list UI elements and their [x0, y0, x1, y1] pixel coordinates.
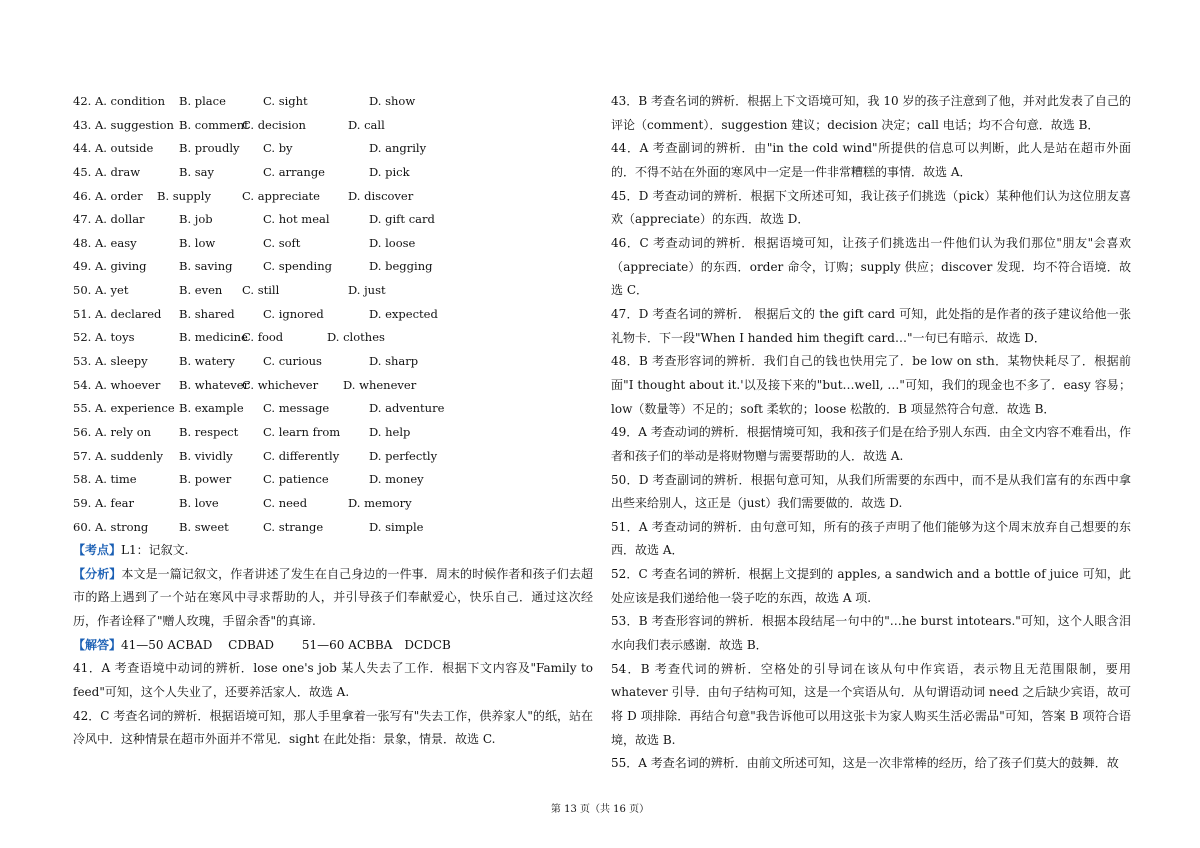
option-b: B. job [179, 212, 213, 227]
option-a: 54. A. whoever [73, 377, 161, 392]
option-a: 48. A. easy [73, 235, 137, 250]
option-a: 49. A. giving [73, 259, 147, 274]
answer-paragraph: 50．D 考查副词的辨析．根据句意可知，从我们所需要的东西中，而不是从我们富有的东西中拿出些来给别人，这正是（just）我们需要做的．故选 D. [611, 472, 1131, 511]
option-b: B. whatever [179, 377, 250, 392]
option-row [73, 492, 593, 516]
answer-paragraph: 47．D 考查名词的辨析． 根据后文的 the gift card 可知，此处指的是作者的孩子建议给他一张礼物卡．下一段"When I handed him thegift card…"一句已有暗示．故选 D． [611, 306, 1131, 345]
option-d: D. memory [348, 495, 412, 510]
option-b: B. low [179, 235, 216, 250]
kaodian-tag: 【考点】 [73, 543, 122, 558]
left-column [73, 90, 593, 752]
option-a: 50. A. yet [73, 283, 129, 298]
answer-paragraph: 49．A 考查动词的辨析．根据情境可知，我和孩子们是在给予别人东西．由全文内容不难看出，作者和孩子们的举动是将财物赠与需要帮助的人．故选 A. [611, 425, 1131, 463]
option-row [73, 468, 593, 492]
option-d: D. gift card [369, 212, 435, 227]
answer-paragraph: 51．A 考查动词的辨析．由句意可知，所有的孩子声明了他们能够为这个周末放弃自己想要的东西．故选 A． [611, 519, 1131, 558]
option-c: C. patience [263, 472, 329, 487]
option-c: C. differently [263, 448, 340, 463]
option-a: 57. A. suddenly [73, 448, 163, 463]
option-row [73, 161, 593, 185]
option-row [73, 350, 593, 374]
option-d: D. money [369, 472, 424, 487]
option-d: D. clothes [327, 330, 385, 345]
option-row [73, 208, 593, 232]
option-c: C. need [263, 495, 308, 510]
option-c: C. message [263, 401, 330, 416]
jieda-tag: 【解答】 [73, 637, 122, 652]
option-d: D. sharp [369, 354, 419, 369]
option-b: B. saving [179, 259, 233, 274]
option-b: B. proudly [179, 141, 240, 156]
option-b: B. love [179, 495, 219, 510]
option-c: C. by [263, 141, 293, 156]
option-d: D. help [369, 424, 411, 439]
option-a: 59. A. fear [73, 495, 134, 510]
answer-paragraph: 44．A 考查副词的辨析．由"in the cold wind"所提供的信息可以判断，此人是站在超市外面的．不得不站在外面的寒风中一定是一件非常糟糕的事情．故选 A． [611, 141, 1131, 179]
option-c: C. spending [263, 259, 332, 274]
kaodian-section [73, 539, 593, 563]
option-row [73, 303, 593, 327]
option-row [73, 255, 593, 279]
option-d: D. show [369, 94, 416, 108]
option-a: 53. A. sleepy [73, 354, 148, 369]
fenxi-tag: 【分析】 [73, 566, 122, 581]
page-footer: 第 13 页（共 16 页） [550, 804, 650, 815]
answer-paragraph: 48．B 考查形容词的辨析．我们自己的钱也快用完了．be low on sth．某物快耗尽了．根据前面"I thought about it.'以及接下来的"but…well, …"可知，我们的现金也不多了．easy 容易；low（数量等）不足的；soft 柔软的；loose 松散的．B 项显然符合句意．故选 B． [611, 354, 1131, 416]
kaodian-text: L1：记叙文. [121, 543, 189, 558]
option-row [73, 232, 593, 256]
option-b: B. watery [179, 354, 235, 369]
option-b: B. power [179, 472, 232, 487]
answer-paragraph: 52．C 考查名词的辨析．根据上文提到的 apples, a sandwich and a bottle of juice 可知，此处应该是我们递给他一袋子吃的东西，故选 A 项. [611, 567, 1131, 605]
option-a: 46. A. order [73, 188, 143, 203]
option-c: C. learn from [263, 424, 341, 439]
answer-paragraph: 55．A 考查名词的辨析．由前文所述可知，这是一次非常棒的经历，给了孩子们莫大的鼓舞．故 [611, 756, 1119, 771]
option-b: B. shared [179, 306, 235, 321]
option-row [73, 445, 593, 469]
option-a: 44. A. outside [73, 141, 154, 156]
option-d: D. perfectly [369, 448, 438, 463]
option-d: D. loose [369, 235, 416, 250]
option-a: 42. A. condition [73, 94, 165, 108]
option-row [73, 397, 593, 421]
option-b: B. medicine [179, 330, 248, 345]
option-b: B. comment [179, 117, 249, 132]
jieda-section [73, 634, 593, 658]
option-d: D. pick [369, 164, 410, 179]
option-a: 51. A. declared [73, 306, 162, 321]
option-c: C. hot meal [263, 212, 330, 227]
option-d: D. angrily [369, 141, 427, 156]
option-b: B. vividly [179, 448, 233, 463]
answer-paragraph: 45．D 考查动词的辨析．根据下文所述可知，我让孩子们挑选（pick）某种他们认为这位朋友喜欢（appreciate）的东西．故选 D． [611, 188, 1131, 227]
option-a: 55. A. experience [73, 401, 175, 416]
answer-paragraph: 53．B 考查形容词的辨析．根据本段结尾一句中的"…he burst intotears."可知，这个人眼含泪水向我们表示感谢．故选 B． [611, 614, 1131, 653]
option-a: 58. A. time [73, 472, 137, 487]
option-c: C. whichever [242, 377, 319, 392]
option-d: D. call [348, 117, 385, 132]
option-c: C. still [242, 283, 280, 298]
options-list [73, 90, 593, 539]
option-row [73, 185, 593, 209]
option-c: C. appreciate [242, 188, 320, 203]
option-d: D. whenever [343, 377, 417, 392]
option-b: B. place [179, 94, 226, 108]
fenxi-text: 本文是一篇记叙文，作者讲述了发生在自己身边的一件事．周末的时候作者和孩子们去超市的路上遇到了一个站在寒风中寻求帮助的人，并引导孩子们奉献爱心，快乐自己．通过这次经历，作者诠释了"赠人玫瑰，手留余香"的真谛. [73, 566, 593, 629]
option-a: 52. A. toys [73, 330, 135, 345]
jieda-text: 41—50 ACBAD CDBAD 51—60 ACBBA DCDCB [121, 637, 451, 652]
option-row [73, 516, 593, 540]
option-d: D. discover [348, 188, 414, 203]
option-c: C. food [242, 330, 284, 345]
option-c: C. curious [263, 354, 322, 369]
right-column [611, 90, 1131, 776]
answer-paragraph: 41．A 考查语境中动词的辨析．lose one's job 某人失去了工作．根据下文内容及"Family to feed"可知，这个人失业了，还要养活家人．故选 A. [73, 661, 593, 700]
answer-paragraph: 43．B 考查名词的辨析．根据上下文语境可知，我 10 岁的孩子注意到了他，并对此发表了自己的评论（comment）．suggestion 建议；decision 决定；call 电话；均不合句意．故选 B． [611, 94, 1131, 132]
option-d: D. adventure [369, 401, 445, 416]
option-b: B. say [179, 164, 215, 179]
answer-paragraph: 54．B 考查代词的辨析．空格处的引导词在该从句中作宾语，表示物且无范围限制，要用 whatever 引导．由句子结构可知，这是一个宾语从句．从句谓语动词 need 之后缺少宾语，故可将 D 项排除．再结合句意"我告诉他可以用这张卡为家人购买生活必需品"可知，答案 B 项符合语境，故选 B. [611, 661, 1131, 747]
option-row [73, 137, 593, 161]
option-a: 43. A. suggestion [73, 117, 174, 132]
option-d: D. simple [369, 519, 424, 534]
option-c: C. decision [242, 117, 306, 132]
option-a: 47. A. dollar [73, 212, 145, 227]
option-c: C. soft [263, 235, 301, 250]
option-row [73, 279, 593, 303]
option-a: 56. A. rely on [73, 424, 152, 439]
option-b: B. even [179, 283, 223, 298]
option-c: C. sight [263, 94, 308, 108]
option-b: B. respect [179, 424, 239, 439]
option-c: C. arrange [263, 164, 325, 179]
option-b: B. example [179, 401, 244, 416]
option-row [73, 374, 593, 398]
option-row [73, 90, 593, 114]
option-b: B. sweet [179, 519, 229, 534]
fenxi-section [73, 563, 593, 634]
option-d: D. just [348, 283, 386, 298]
answer-paragraph: 46．C 考查动词的辨析．根据语境可知，让孩子们挑选出一件他们认为我们那位"朋友"会喜欢（appreciate）的东西．order 命令，订购；supply 供应；discover 发现．均不符合语境．故选 C． [611, 235, 1131, 298]
option-a: 60. A. strong [73, 519, 149, 534]
option-row [73, 326, 593, 350]
option-d: D. begging [369, 259, 433, 274]
option-row [73, 114, 593, 138]
option-b: B. supply [157, 188, 211, 203]
answer-paragraph: 42．C 考查名词的辨析．根据语境可知，那人手里拿着一张写有"失去工作，供养家人"的纸，站在冷风中．这种情景在超市外面并不常见．sight 在此处指：景象，情景．故选 C. [73, 708, 593, 747]
option-c: C. ignored [263, 306, 324, 321]
option-row [73, 421, 593, 445]
option-c: C. strange [263, 519, 324, 534]
option-a: 45. A. draw [73, 164, 141, 179]
option-d: D. expected [369, 306, 438, 321]
